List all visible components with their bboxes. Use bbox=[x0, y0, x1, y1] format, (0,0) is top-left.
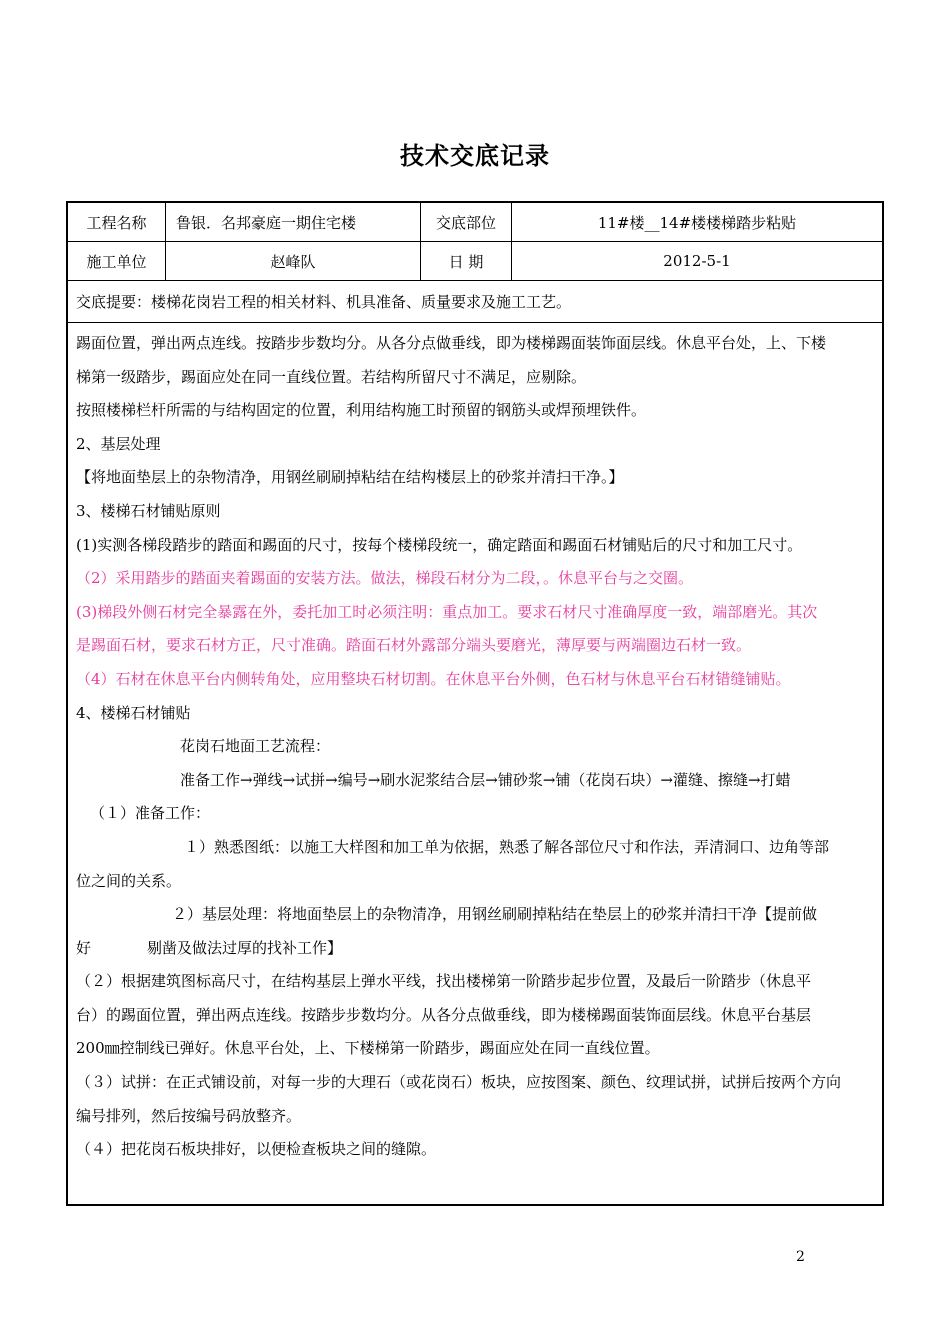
header-row-2 bbox=[68, 242, 882, 281]
date-value: 2012-5-1 bbox=[663, 252, 731, 270]
body-fragment: 剔凿及做法过厚的找补工作】 bbox=[147, 938, 343, 957]
body-line: 200㎜控制线已弹好。休息平台处，上、下楼梯第一阶踏步，踢面应处在同一直线位置。 bbox=[76, 1039, 660, 1058]
unit-value: 赵峰队 bbox=[270, 252, 316, 271]
body-line: １）熟悉图纸：以施工大样图和加工单为依据，熟悉了解各部位尺寸和作法，弄清洞口、边角等部 bbox=[184, 837, 830, 856]
body-line: 踢面位置，弹出两点连线。按踏步步数均分。从各分点做垂线，即为楼梯踢面装饰面层线。休息平台处，上、下楼 bbox=[76, 334, 827, 352]
highlighted-line: （2）采用踏步的踏面夹着踢面的安装方法。做法，梯段石材分为二段，。休息平台与之交圈。 bbox=[76, 569, 694, 588]
project-name-value: 鲁银．名邦豪庭一期住宅楼 bbox=[176, 213, 357, 232]
body-line: 花岗石地面工艺流程： bbox=[180, 737, 331, 756]
page-title: 技术交底记录 bbox=[400, 142, 550, 170]
process-flow-line: 准备工作→弹线→试拼→编号→刷水泥浆结合层→铺砂浆→铺（花岗石块）→灌缝、擦缝→打蜡 bbox=[180, 770, 791, 789]
body-line: （１）准备工作： bbox=[90, 804, 211, 823]
body-line: (1)实测各梯段踏步的踏面和踢面的尺寸，按每个楼梯段统一，确定踏面和踢面石材铺贴后的尺寸和加工尺寸。 bbox=[76, 535, 803, 554]
body-line: ２）基层处理：将地面垫层上的杂物清净，用钢丝刷刷掉粘结在垫层上的砂浆并清扫干净【提前做 bbox=[172, 905, 818, 924]
body-line: （４）把花岗石板块排好，以便检查板块之间的缝隙。 bbox=[76, 1140, 437, 1159]
section-heading: 4、楼梯石材铺贴 bbox=[76, 703, 191, 722]
body-line bbox=[76, 932, 876, 966]
project-name-label: 工程名称 bbox=[86, 213, 147, 232]
body-line: （２）根据建筑图标高尺寸，在结构基层上弹水平线，找出楼梯第一阶踏步起步位置，及最后一阶踏步（休息平 bbox=[76, 972, 812, 991]
highlighted-line: （4）石材在休息平台内侧转角处，应用整块石材切割。在休息平台外侧，色石材与休息平台石材错缝铺贴。 bbox=[76, 669, 791, 688]
highlighted-line: 是踢面石材，要求石材方正，尺寸准确。踏面石材外露部分端头要磨光，薄厚要与两端圈边石材一致。 bbox=[76, 636, 752, 655]
summary-row: 交底提要：楼梯花岗岩工程的相关材料、机具准备、质量要求及施工工艺。 bbox=[68, 281, 882, 323]
unit-label: 施工单位 bbox=[86, 252, 147, 271]
section-heading: 2、基层处理 bbox=[76, 434, 161, 453]
body-line: 梯第一级踏步，踢面应处在同一直线位置。若结构所留尺寸不满足，应剔除。 bbox=[76, 367, 587, 386]
body-line: 台）的踢面位置，弹出两点连线。按踏步步数均分。从各分点做垂线，即为楼梯踢面装饰面层线。休息平台基层 bbox=[76, 1005, 812, 1024]
body-text bbox=[76, 327, 876, 1167]
section-heading: 3、楼梯石材铺贴原则 bbox=[76, 501, 221, 520]
body-line: 编号排列，然后按编号码放整齐。 bbox=[76, 1106, 302, 1125]
body-fragment: 好 bbox=[76, 938, 92, 957]
page-number: 2 bbox=[796, 1249, 805, 1265]
location-value: 11#楼__14#楼楼梯踏步粘贴 bbox=[597, 213, 797, 232]
body-line: （３）试拼：在正式铺设前，对每一步的大理石（或花岗石）板块，应按图案、颜色、纹理试拼，试拼后按两个方向 bbox=[76, 1073, 842, 1092]
body-line: 【将地面垫层上的杂物清净，用钢丝刷刷掉粘结在结构楼层上的砂浆并清扫干净。】 bbox=[76, 468, 624, 487]
record-table bbox=[66, 201, 884, 1206]
highlighted-line: (3)梯段外侧石材完全暴露在外，委托加工时必须注明：重点加工。要求石材尺寸准确厚度一致，端部磨光。其次 bbox=[76, 602, 818, 621]
body-line: 按照楼梯栏杆所需的与结构固定的位置，利用结构施工时预留的钢筋头或焊预埋铁件。 bbox=[76, 401, 647, 420]
date-label: 日 期 bbox=[448, 252, 484, 271]
location-label: 交底部位 bbox=[435, 213, 496, 232]
body-line: 位之间的关系。 bbox=[76, 871, 182, 890]
header-row-1 bbox=[68, 203, 882, 242]
